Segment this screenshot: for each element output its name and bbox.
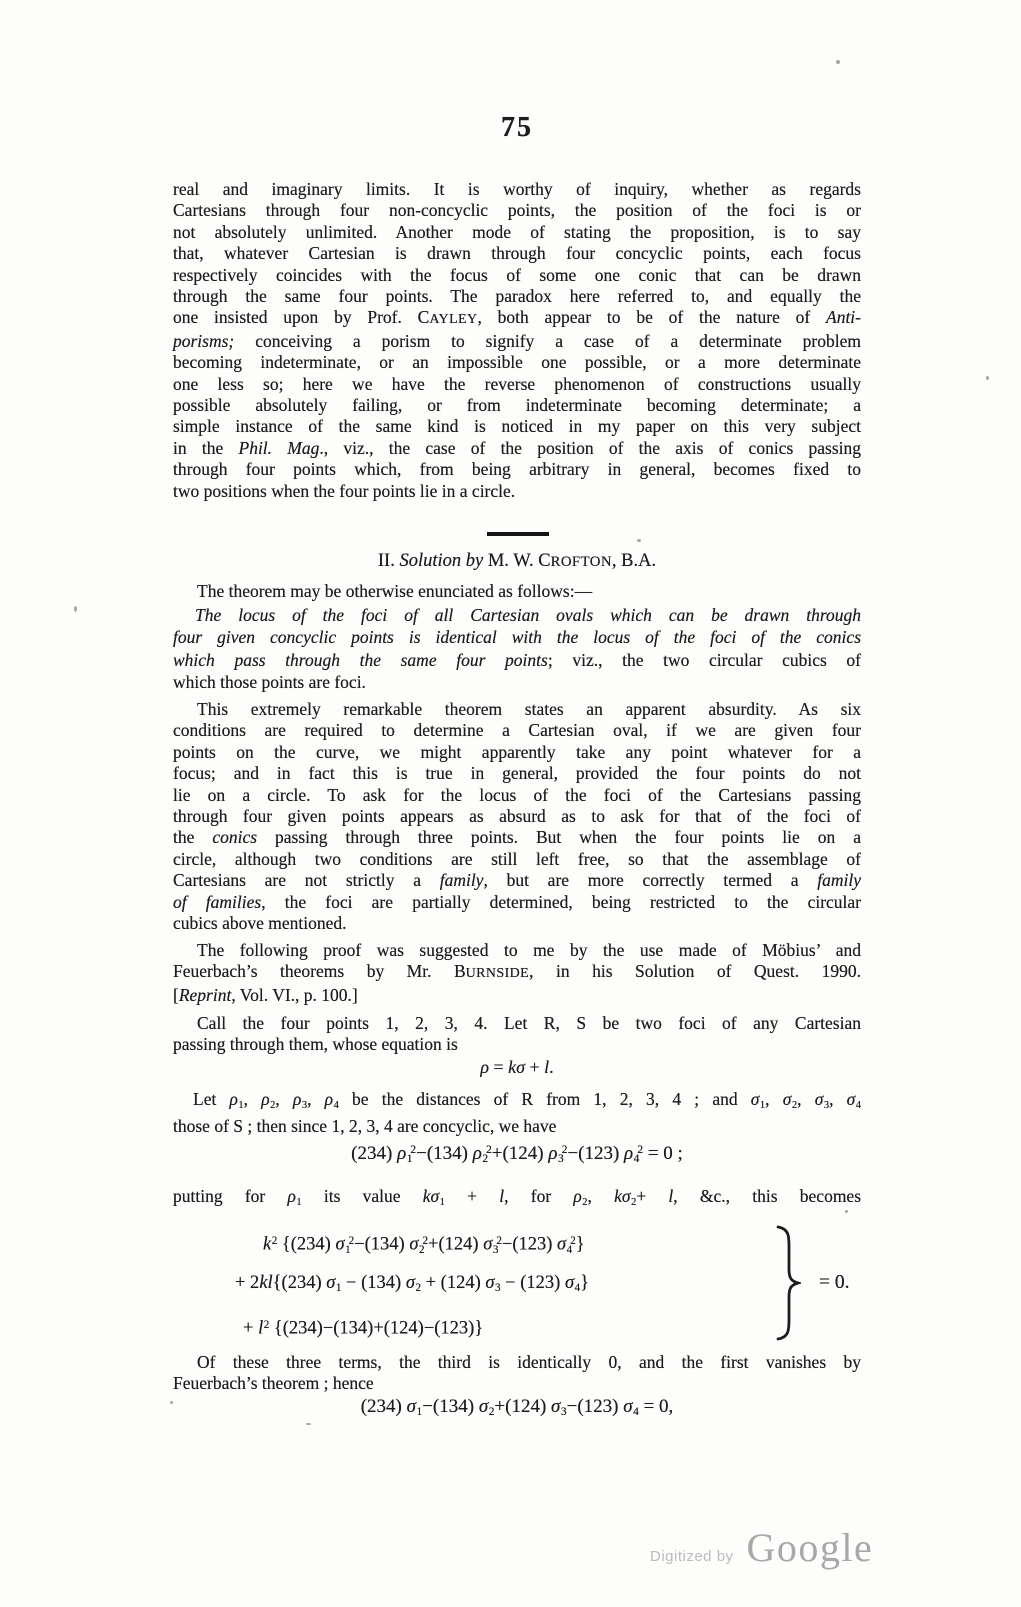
scan-speck: [836, 60, 840, 64]
text-line: one less so; here we have the reverse phenomenon of constructions usually: [173, 373, 861, 394]
text-line: focus; and in fact this is true in general, provided the four points do not: [173, 763, 861, 784]
text-line: simple instance of the same kind is noticed in my paper on this very subject: [173, 416, 861, 437]
text-line: + 2kl{(234) $\sigma_1 - (134) \sigma_2 + (124) \sigma_3 - (123)$ $\sigma_4$}: [235, 1273, 589, 1295]
text-line: possible absolutely failing, or from indeterminate becoming determinate; a: [173, 395, 861, 416]
text-line: This extremely remarkable theorem states an apparent absurdity. As six: [197, 699, 861, 719]
section-heading: [173, 551, 861, 573]
text-line: Feuerbach’s theorem ; hence: [173, 1373, 374, 1394]
text-line: points on the curve, we might apparently take any point whatever for a: [173, 741, 861, 762]
text-line: conditions are required to determine a Cartesian oval, if we are given four: [173, 720, 861, 741]
paragraph-remarkable: [173, 699, 861, 934]
text-line: respectively coincides with the focus of some one conic that can be drawn: [173, 264, 861, 285]
text-line: Cartesians are not strictly a family, but are more correctly termed a family: [173, 870, 861, 891]
theorem-statement: [173, 604, 861, 694]
text-line: in the Phil. Mag., viz., the case of the position of the axis of conics passing: [173, 437, 862, 458]
text-line: (234) $\sigma_1-(134)$ $\sigma_2+(124)$ $\sigma_3-(123) \sigma_4 = 0$,: [360, 1396, 674, 1419]
scan-speck: [986, 376, 989, 380]
text-line: $k^2$ {(234) $\sigma_1^2-(134)$ $\sigma_2^2+(124)$ $\sigma_3^2-(123)$ $\sigma_4^2$}: [263, 1234, 585, 1256]
scan-speck: [306, 1423, 311, 1425]
scan-speck: [74, 606, 77, 612]
text-line: that, whatever Cartesian is drawn through four concyclic points, each focus: [173, 243, 861, 264]
text-line: which those points are foci.: [173, 672, 366, 693]
paragraph-distances: [173, 1089, 861, 1138]
text-line: which pass through the same four points; viz., the two circular cubics of: [173, 649, 861, 670]
equation-rows: [173, 1220, 765, 1346]
text-line: cubics above mentioned.: [173, 913, 347, 934]
text-line: lie on a circle. To ask for the locus of the foci of the Cartesians passing: [173, 784, 861, 805]
text-line: Cartesians through four non-concyclic points, the position of the foci is or: [173, 200, 861, 221]
google-logo: Google: [746, 1525, 874, 1570]
paragraph-conclusion: [173, 1352, 861, 1395]
text-line: ρ = kσ + l.: [480, 1057, 554, 1077]
right-brace-glyph: [775, 1224, 801, 1342]
text-line: the conics passing through three points. But when the four points lie on a: [173, 827, 862, 848]
text-line: Let $\rho_1$, $\rho_2$, $\rho_3$, $\rho_4$ be the distances of R from 1, 2, 3, 4 ; and $\sigma_1$, $\sigma_2$, $\sigma_3$, $\sigma_4$: [193, 1089, 862, 1111]
equation-cartesian: [173, 1057, 861, 1078]
footer: [650, 1524, 873, 1571]
text-line: + $l^2$ {(234)−(134)+(124)−(123)}: [243, 1318, 484, 1339]
text-line: those of S ; then since 1, 2, 3, 4 are concyclic, we have: [173, 1116, 557, 1137]
text-line: (234) $\rho_1^2-(134)$ $\rho_2^2+(124)$ $\rho_3^2-(123) \rho_4^2 = 0$ ;: [351, 1143, 683, 1166]
text-line: two positions when the four points lie in a circle.: [173, 480, 516, 501]
text-line: Feuerbach’s theorems by Mr. BURNSIDE, in his Solution of Quest. 1990.: [173, 961, 861, 982]
equation-display-braced: [173, 1220, 861, 1346]
text-line: passing through them, whose equation is: [173, 1034, 458, 1055]
text-line: porisms; conceiving a porism to signify a case of a determinate problem: [173, 330, 861, 351]
paragraph-call-points: [173, 1013, 861, 1056]
text-line: one insisted upon by Prof. CAYLEY, both appear to be of the nature of Anti-: [173, 307, 861, 328]
text-line: of families, the foci are partially determined, being restricted to the circular: [173, 891, 861, 912]
equation-result: = 0.: [819, 1272, 850, 1293]
text-line: II. Solution by M. W. CROFTON, B.A.: [377, 551, 657, 571]
text-line: circle, although two conditions are still left free, so that the assemblage of: [173, 848, 861, 869]
text-line: Of these three terms, the third is identically 0, and the first vanishes by: [197, 1352, 861, 1372]
paragraph-intro: [173, 179, 861, 502]
paragraph-substitution: [173, 1186, 861, 1213]
text-line: not absolutely unlimited. Another mode of stating the proposition, is to say: [173, 221, 861, 242]
text-line: The theorem may be otherwise enunciated as follows:—: [197, 581, 593, 601]
text-line: through four points which, from being arbitrary in general, becomes fixed to: [173, 459, 861, 480]
paragraph-enunciation: [173, 581, 861, 602]
text-line: through the same four points. The paradox here referred to, and equally the: [173, 286, 861, 307]
text-line: [Reprint, Vol. VI., p. 100.]: [173, 984, 358, 1005]
text-line: The locus of the foci of all Cartesian ovals which can be drawn through: [195, 605, 861, 625]
equation-feuerbach: [173, 1396, 861, 1418]
text-line: The following proof was suggested to me by the use made of Möbius’ and: [197, 940, 861, 960]
text-line: becoming indeterminate, or an impossible one possible, or a more determinate: [173, 352, 861, 373]
text-line: putting for $\rho_1$ its value $k\sigma_1 + l$, for $\rho_2$, $k\sigma_2+ l$, &c., this becomes: [173, 1186, 862, 1208]
scan-speck: [170, 1401, 173, 1404]
text-line: real and imaginary limits. It is worthy of inquiry, whether as regards: [173, 179, 861, 199]
text-line: four given concyclic points is identical with the locus of the foci of the conics: [173, 627, 861, 648]
scan-speck: [845, 1210, 848, 1213]
section-divider-rule: [487, 532, 549, 536]
text-line: through four given points appears as absurd as to ask for that of the foci of: [173, 806, 861, 827]
page-number: 75: [501, 112, 533, 143]
scan-speck: [637, 539, 641, 542]
text-line: Call the four points 1, 2, 3, 4. Let R, S be two foci of any Cartesian: [197, 1013, 861, 1033]
paragraph-proof-source: [173, 940, 861, 1006]
digitized-by-label: Digitized by: [650, 1548, 734, 1565]
equation-concyclic: [173, 1143, 861, 1165]
